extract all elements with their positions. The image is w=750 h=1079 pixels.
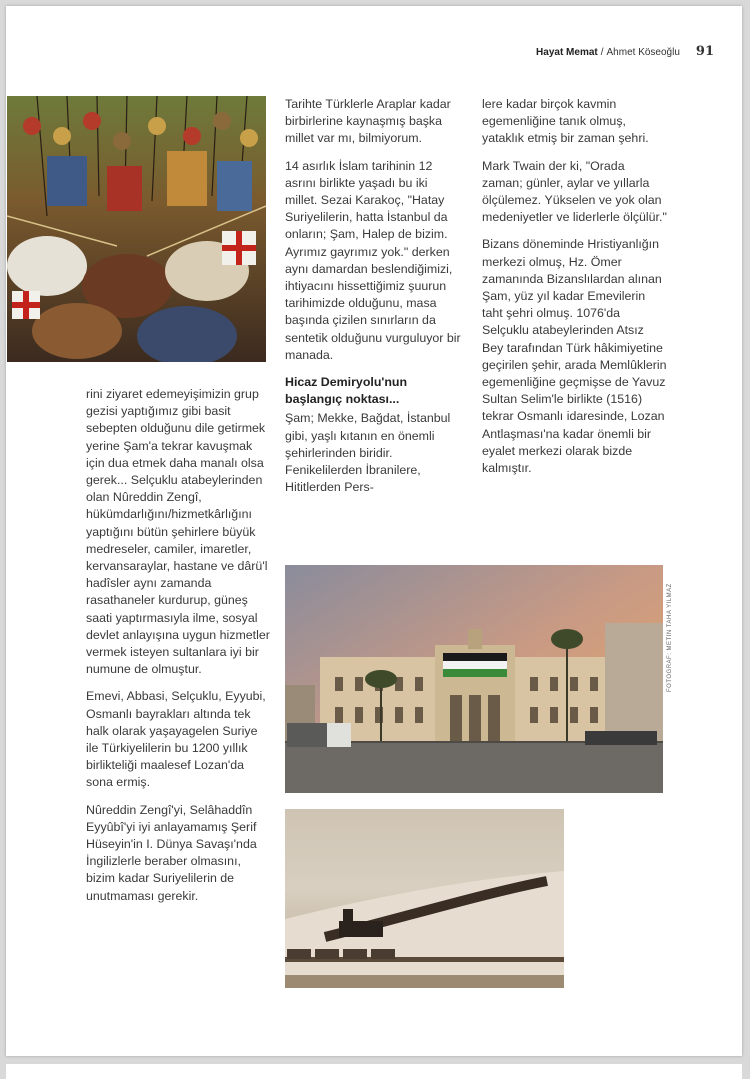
paragraph: Tarihte Türklerle Araplar kadar birbirlerine kaynaşmış başka millet var mı, bilmiyorum. [285,97,451,146]
header-separator: / [600,47,604,58]
author-name: Ahmet Köseoğlu [606,47,680,58]
section-heading: Hicaz Demiryolu'nun başlangıç noktası... [285,375,408,407]
text-column-right [482,96,668,487]
paragraph: Şam; Mekke, Bağdat, İstanbul gibi, yaşlı kıtanın en önemli şehirlerinden biridir. Fenikelilerden İbranilere, Hititlerden Pers- [285,411,451,495]
paragraph: rini ziyaret edemeyişimizin grup gezisi yaptığımız gibi basit sebepten olduğunu dile getirmek yerine Şam'a tekrar kavuşmak için dua etmek daha manalı olsa gerek... Selçuklu atabeylerinden olan Nûreddin Zengî, hükümdarlığını/hizmetkârlığını yaptığını bütün şehirlere büyük medreseler, camiler, imaretler, kervansaraylar, hastane ve dârü'l hadîsler aynı zamanda rasathaneler kurdurup, güneş saati yaptırmasıyla ilme, sosyal devlet anlayışına uygun hizmetler vermek isteyen sultanlara iyi bir numune de olmuştur. [86,387,270,677]
hejaz-station-photo [285,565,663,793]
text-column-left [86,386,270,915]
paragraph: 14 asırlık İslam tarihinin 12 asrını birlikte yaşadı bu iki millet. Sezai Karakoç, "Hatay Suriyelilerin, hatta İstanbul da onların; Şam, Halep de bizim. Ayrımız gayrımız yok." derken aynı damardan beslendiğimizi, ihtiyacını hissettiğimiz şuurun tarihimizde olduğunu, masa başında çizilen sınırların da sentetik olduğunu vurguluyor bir manada. [285,158,461,362]
page-number: 91 [695,44,714,59]
page-header [536,44,714,59]
battle-painting [7,96,266,362]
historic-train-photo [285,809,564,988]
next-page-edge [6,1064,742,1079]
section-title: Hayat Memat [536,47,598,58]
paragraph: lere kadar birçok kavmin egemenliğine tanık olmuş, yataklık etmiş bir zaman şehri. [482,97,649,146]
paragraph: Emevi, Abbasi, Selçuklu, Eyyubi, Osmanlı bayrakları altında tek halk olarak yaşayagelen Suriye ile Türkiyelilerin bu 1200 yıllık birlikteliği maalesef Lozan'da sona ermiş. [86,689,266,790]
photo-credit: FOTOĞRAF: METİN TAHA YILMAZ [667,583,673,692]
paragraph: Bizans döneminde Hristiyanlığın merkezi olmuş, Hz. Ömer zamanında Bizanslılardan alınan Şam, yüz yıl kadar Emevilerin taht şehri olmuş. 1076'da Selçuklu atabeylerinden Atsız Bey tarafından Türk hâkimiyetine geçirilen şehir, arada Memlûklerin egemenliğine geçmişse de Yavuz Sultan Selim'le birlikte (1516) tekrar Osmanlı idaresinde, Lozan Antlaşması'na kadar önemli bir eyalet merkezi olarak bizde kalmıştır. [482,237,667,476]
paragraph: Mark Twain der ki, "Orada zaman; günler, aylar ve yıllarla ölçülemez. Yükselen ve yok olan medeniyetler ve liderlerle ölçülür." [482,158,667,225]
text-column-middle [285,96,461,506]
paragraph: Nûreddin Zengî'yi, Selâhaddîn Eyyûbî'yi iyi anlayamamış Şerif Hüseyin'in I. Dünya Savaşı'nda İngilizlerle beraber olmasını, bizim kadar Suriyelilerin de unutmaması gerekir. [86,802,257,903]
